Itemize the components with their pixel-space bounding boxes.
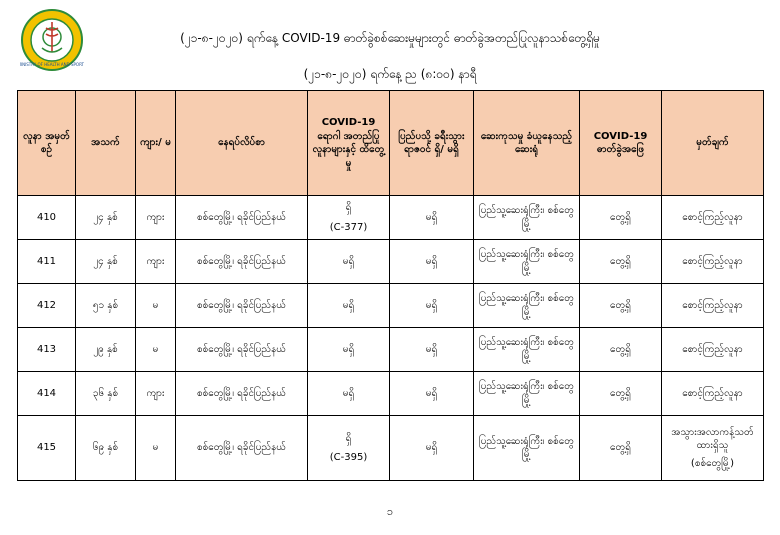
document-subtitle: (၂၁-၈-၂၀၂၀) ရက်နေ့ ည (၈:၀၀) နာရီ <box>303 67 477 81</box>
cell-patient-no-text: 410 <box>36 211 57 223</box>
cell-remark-text: စောင့်ကြည့်လူနာ <box>682 255 743 267</box>
cell-age <box>76 372 136 416</box>
cell-sex <box>136 372 176 416</box>
cell-patient-no-text: 415 <box>36 442 57 454</box>
cell-sex-text: ကျား <box>146 255 165 267</box>
table-header-row <box>18 91 764 196</box>
cell-remark-text: အသွားအလာကန့်သတ်ထားရှိသူ <box>671 426 754 452</box>
cell-remark <box>662 196 764 240</box>
cell-age <box>76 240 136 284</box>
cell-contact-text: မရှိ <box>342 343 355 355</box>
cell-sex <box>136 196 176 240</box>
cell-travel-text: မရှိ <box>425 343 438 355</box>
cell-contact-text: ရှိ <box>345 432 352 444</box>
document-title: (၂၁-၈-၂၀၂၀) ရက်နေ့ COVID-19 ဓာတ်ခွဲစစ်ဆေးမှုများတွင် ဓာတ်ခွဲအတည်ပြုလူနာသစ်တွေ့ရှိမှု <box>180 31 600 45</box>
cell-patient-no-text: 413 <box>36 343 57 355</box>
cell-hospital <box>474 416 580 481</box>
remark-extra: (စစ်တွေမြို့) <box>690 457 735 469</box>
cell-address-text: စစ်တွေမြို့၊ ရခိုင်ပြည်နယ် <box>197 387 286 399</box>
cell-result-text: တွေ့ရှိ <box>610 387 631 399</box>
cell-travel <box>390 240 474 284</box>
cell-travel <box>390 416 474 481</box>
cell-hospital-text: ပြည်သူ့ဆေးရုံကြီး၊ စစ်တွေမြို့ <box>479 249 574 274</box>
cell-result <box>580 416 662 481</box>
cell-contact <box>308 196 390 240</box>
cell-travel-text: မရှိ <box>425 442 438 454</box>
cell-patient-no <box>18 284 76 328</box>
cell-address-text: စစ်တွေမြို့၊ ရခိုင်ပြည်နယ် <box>197 299 286 311</box>
cell-remark <box>662 328 764 372</box>
cell-patient-no <box>18 328 76 372</box>
cell-remark <box>662 372 764 416</box>
cell-hospital <box>474 196 580 240</box>
cell-remark-text: စောင့်ကြည့်လူနာ <box>682 387 743 399</box>
cell-sex <box>136 284 176 328</box>
table-row <box>18 372 764 416</box>
cell-sex <box>136 416 176 481</box>
cell-patient-no <box>18 240 76 284</box>
cell-contact <box>308 372 390 416</box>
cell-address <box>176 284 308 328</box>
col-header-address: နေရပ်လိပ်စာ <box>176 91 308 196</box>
cell-result-text: တွေ့ရှိ <box>610 299 631 311</box>
table-row <box>18 240 764 284</box>
cell-result <box>580 284 662 328</box>
cell-hospital-text: ပြည်သူ့ဆေးရုံကြီး၊ စစ်တွေမြို့ <box>479 337 574 362</box>
cell-hospital <box>474 240 580 284</box>
cell-sex <box>136 240 176 284</box>
col-header-hospital: ဆေးကုသမှု ခံယူနေသည့်ဆေးရုံ <box>474 91 580 196</box>
cell-address-text: စစ်တွေမြို့၊ ရခိုင်ပြည်နယ် <box>197 255 286 267</box>
cell-age-text: ၂၄ နှစ် <box>93 255 118 267</box>
cell-hospital <box>474 372 580 416</box>
cell-contact <box>308 416 390 481</box>
cell-hospital-text: ပြည်သူ့ဆေးရုံကြီး၊ စစ်တွေမြို့ <box>479 435 574 460</box>
cell-sex <box>136 328 176 372</box>
col-header-age: အသက် <box>76 91 136 196</box>
cell-patient-no <box>18 416 76 481</box>
contact-case-ref: (C-377) <box>329 221 368 233</box>
cell-result <box>580 196 662 240</box>
cell-remark <box>662 284 764 328</box>
cell-remark <box>662 416 764 481</box>
cell-age-text: ၆၉ နှစ် <box>92 442 119 454</box>
contact-case-ref: (C-395) <box>329 452 368 463</box>
cell-contact <box>308 284 390 328</box>
cell-hospital-text: ပြည်သူ့ဆေးရုံကြီး၊ စစ်တွေမြို့ <box>479 381 574 406</box>
cell-age-text: ၂၄ နှစ် <box>93 211 118 223</box>
cell-travel <box>390 372 474 416</box>
cell-travel-text: မရှိ <box>425 211 438 223</box>
cell-sex-text: ကျား <box>146 211 165 223</box>
cell-result <box>580 372 662 416</box>
cell-sex-text: မ <box>152 442 159 454</box>
logo-text: MINISTRY OF HEALTH AND SPORTS <box>20 62 84 67</box>
table-row <box>18 196 764 240</box>
cell-hospital-text: ပြည်သူ့ဆေးရုံကြီး၊ စစ်တွေမြို့ <box>479 293 574 318</box>
table-row <box>18 416 764 481</box>
cell-travel-text: မရှိ <box>425 255 438 267</box>
cell-travel-text: မရှိ <box>425 387 438 399</box>
cell-contact-text: မရှိ <box>342 387 355 399</box>
cell-contact <box>308 240 390 284</box>
cell-remark <box>662 240 764 284</box>
cell-patient-no-text: 414 <box>36 387 57 399</box>
cell-age <box>76 284 136 328</box>
cell-age <box>76 416 136 481</box>
cell-travel <box>390 328 474 372</box>
cell-sex-text: မ <box>152 343 159 355</box>
cell-contact <box>308 328 390 372</box>
cell-patient-no <box>18 196 76 240</box>
cell-patient-no <box>18 372 76 416</box>
cell-age-text: ၂၉ နှစ် <box>93 343 118 355</box>
cell-result <box>580 328 662 372</box>
covid-cases-table <box>17 90 764 481</box>
cell-patient-no-text: 411 <box>36 255 57 267</box>
cell-address <box>176 372 308 416</box>
cell-sex-text: ကျား <box>146 387 165 399</box>
col-header-patient-no: လူနာ အမှတ်စဉ် <box>18 91 76 196</box>
cell-remark-text: စောင့်ကြည့်လူနာ <box>682 211 743 223</box>
cell-age <box>76 328 136 372</box>
cell-address-text: စစ်တွေမြို့၊ ရခိုင်ပြည်နယ် <box>197 211 286 223</box>
cell-contact-text: မရှိ <box>342 255 355 267</box>
cell-contact-text: ရှိ <box>345 202 352 213</box>
cell-patient-no-text: 412 <box>36 299 57 311</box>
cell-address <box>176 416 308 481</box>
cell-address <box>176 196 308 240</box>
cell-travel <box>390 284 474 328</box>
cell-result <box>580 240 662 284</box>
page-number: ၁ <box>386 505 394 518</box>
cell-hospital <box>474 284 580 328</box>
cell-age <box>76 196 136 240</box>
cell-result-text: တွေ့ရှိ <box>610 211 631 223</box>
cell-remark-text: စောင့်ကြည့်လူနာ <box>682 343 743 355</box>
col-header-sex: ကျား/ မ <box>136 91 176 196</box>
table-row <box>18 328 764 372</box>
cell-contact-text: မရှိ <box>342 299 355 311</box>
cell-address <box>176 240 308 284</box>
cell-remark-text: စောင့်ကြည့်လူနာ <box>682 299 743 311</box>
col-header-travel: ပြည်ပသို့ ခရီးသွား ရာဇဝင် ရှိ/ မရှိ <box>390 91 474 196</box>
cell-address-text: စစ်တွေမြို့၊ ရခိုင်ပြည်နယ် <box>197 442 286 454</box>
cell-sex-text: မ <box>152 299 159 311</box>
col-header-contact: COVID-19 ရောဂါ အတည်ပြု လူနာများနှင့် ထိတွေ့မှု <box>308 91 390 196</box>
cell-address <box>176 328 308 372</box>
cell-hospital <box>474 328 580 372</box>
cell-result-text: တွေ့ရှိ <box>610 343 631 355</box>
col-header-result: COVID-19 ဓာတ်ခွဲအဖြေ <box>580 91 662 196</box>
cell-hospital-text: ပြည်သူ့ဆေးရုံကြီး၊ စစ်တွေမြို့ <box>479 205 574 230</box>
col-header-remark: မှတ်ချက် <box>662 91 764 196</box>
cell-travel <box>390 196 474 240</box>
table-row <box>18 284 764 328</box>
cell-result-text: တွေ့ရှိ <box>610 255 631 267</box>
cell-result-text: တွေ့ရှိ <box>610 442 631 454</box>
cell-travel-text: မရှိ <box>425 299 438 311</box>
cell-age-text: ၃၆ နှစ် <box>92 387 119 399</box>
cell-age-text: ၅၁ နှစ် <box>92 299 119 311</box>
cell-address-text: စစ်တွေမြို့၊ ရခိုင်ပြည်နယ် <box>197 343 286 355</box>
